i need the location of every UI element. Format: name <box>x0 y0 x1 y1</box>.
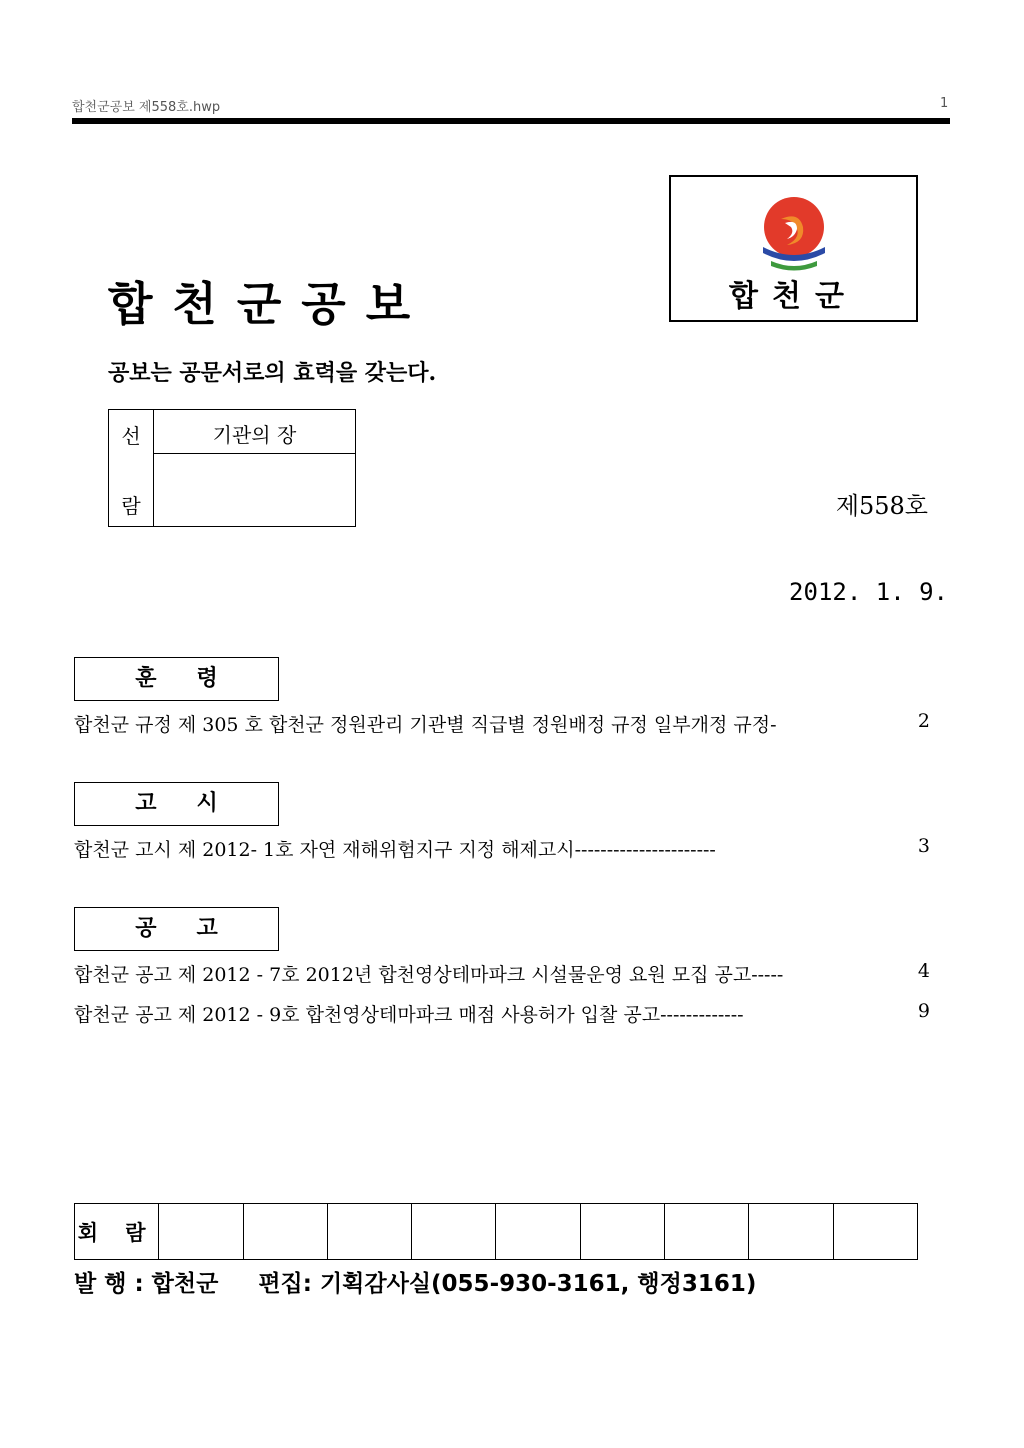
issue-number: 제558호 <box>835 492 928 520</box>
toc-entry: 합천군 규정 제 305 호 합천군 정원관리 기관별 직급별 정원배정 규정 일부개정 규정- <box>74 714 777 736</box>
approval-box <box>108 409 356 527</box>
county-logo <box>669 175 918 322</box>
footer-publisher: 발 행 : 합천군 <box>74 1271 219 1297</box>
circulation-cell <box>833 1204 917 1259</box>
section-title-notice: 고시 <box>74 782 279 826</box>
page-title: 합천군공보 <box>108 277 431 331</box>
subtitle: 공보는 공문서로의 효력을 갖는다. <box>108 360 437 386</box>
approval-label-bottom: 람 <box>121 494 141 518</box>
section-title-announcement: 공고 <box>74 907 279 951</box>
circulation-cell <box>748 1204 832 1259</box>
circulation-cell <box>580 1204 664 1259</box>
emblem-green-wave <box>771 261 817 271</box>
approval-divider-horizontal <box>153 453 356 454</box>
approval-header: 기관의 장 <box>212 423 297 447</box>
toc-entry: 합천군 공고 제 2012 - 9호 합천영상테마파크 매점 사용허가 입찰 공고------------- <box>74 1004 744 1026</box>
circulation-cell <box>243 1204 327 1259</box>
publication-date: 2012. 1. 9. <box>789 578 948 606</box>
circulation-cell <box>327 1204 411 1259</box>
toc-page-number: 4 <box>917 960 930 982</box>
toc-entry: 합천군 공고 제 2012 - 7호 2012년 합천영상테마파크 시설물운영 요원 모집 공고----- <box>74 964 784 986</box>
circulation-cell <box>495 1204 579 1259</box>
toc-entry: 합천군 고시 제 2012- 1호 자연 재해위험지구 지정 해제고시---------------------- <box>74 839 716 861</box>
header-page-number: 1 <box>940 96 949 111</box>
approval-label-top: 선 <box>121 424 141 448</box>
document-filename: 합천군공보 제558호.hwp <box>72 100 221 115</box>
section-title-directive: 훈령 <box>74 657 279 701</box>
footer <box>74 1265 756 1298</box>
footer-editor: 편집: 기획감사실(055-930-3161, 행정3161) <box>258 1271 757 1297</box>
circulation-table <box>74 1203 918 1260</box>
logo-text: 합천군 <box>729 279 858 314</box>
toc-page-number: 2 <box>917 710 930 732</box>
circulation-cell <box>158 1204 242 1259</box>
toc-page-number: 3 <box>917 835 930 857</box>
circulation-cell <box>411 1204 495 1259</box>
county-emblem-icon <box>751 189 837 275</box>
header-rule <box>72 118 950 124</box>
circulation-label: 회 람 <box>77 1220 156 1245</box>
circulation-cell <box>664 1204 748 1259</box>
toc-page-number: 9 <box>917 1000 930 1022</box>
